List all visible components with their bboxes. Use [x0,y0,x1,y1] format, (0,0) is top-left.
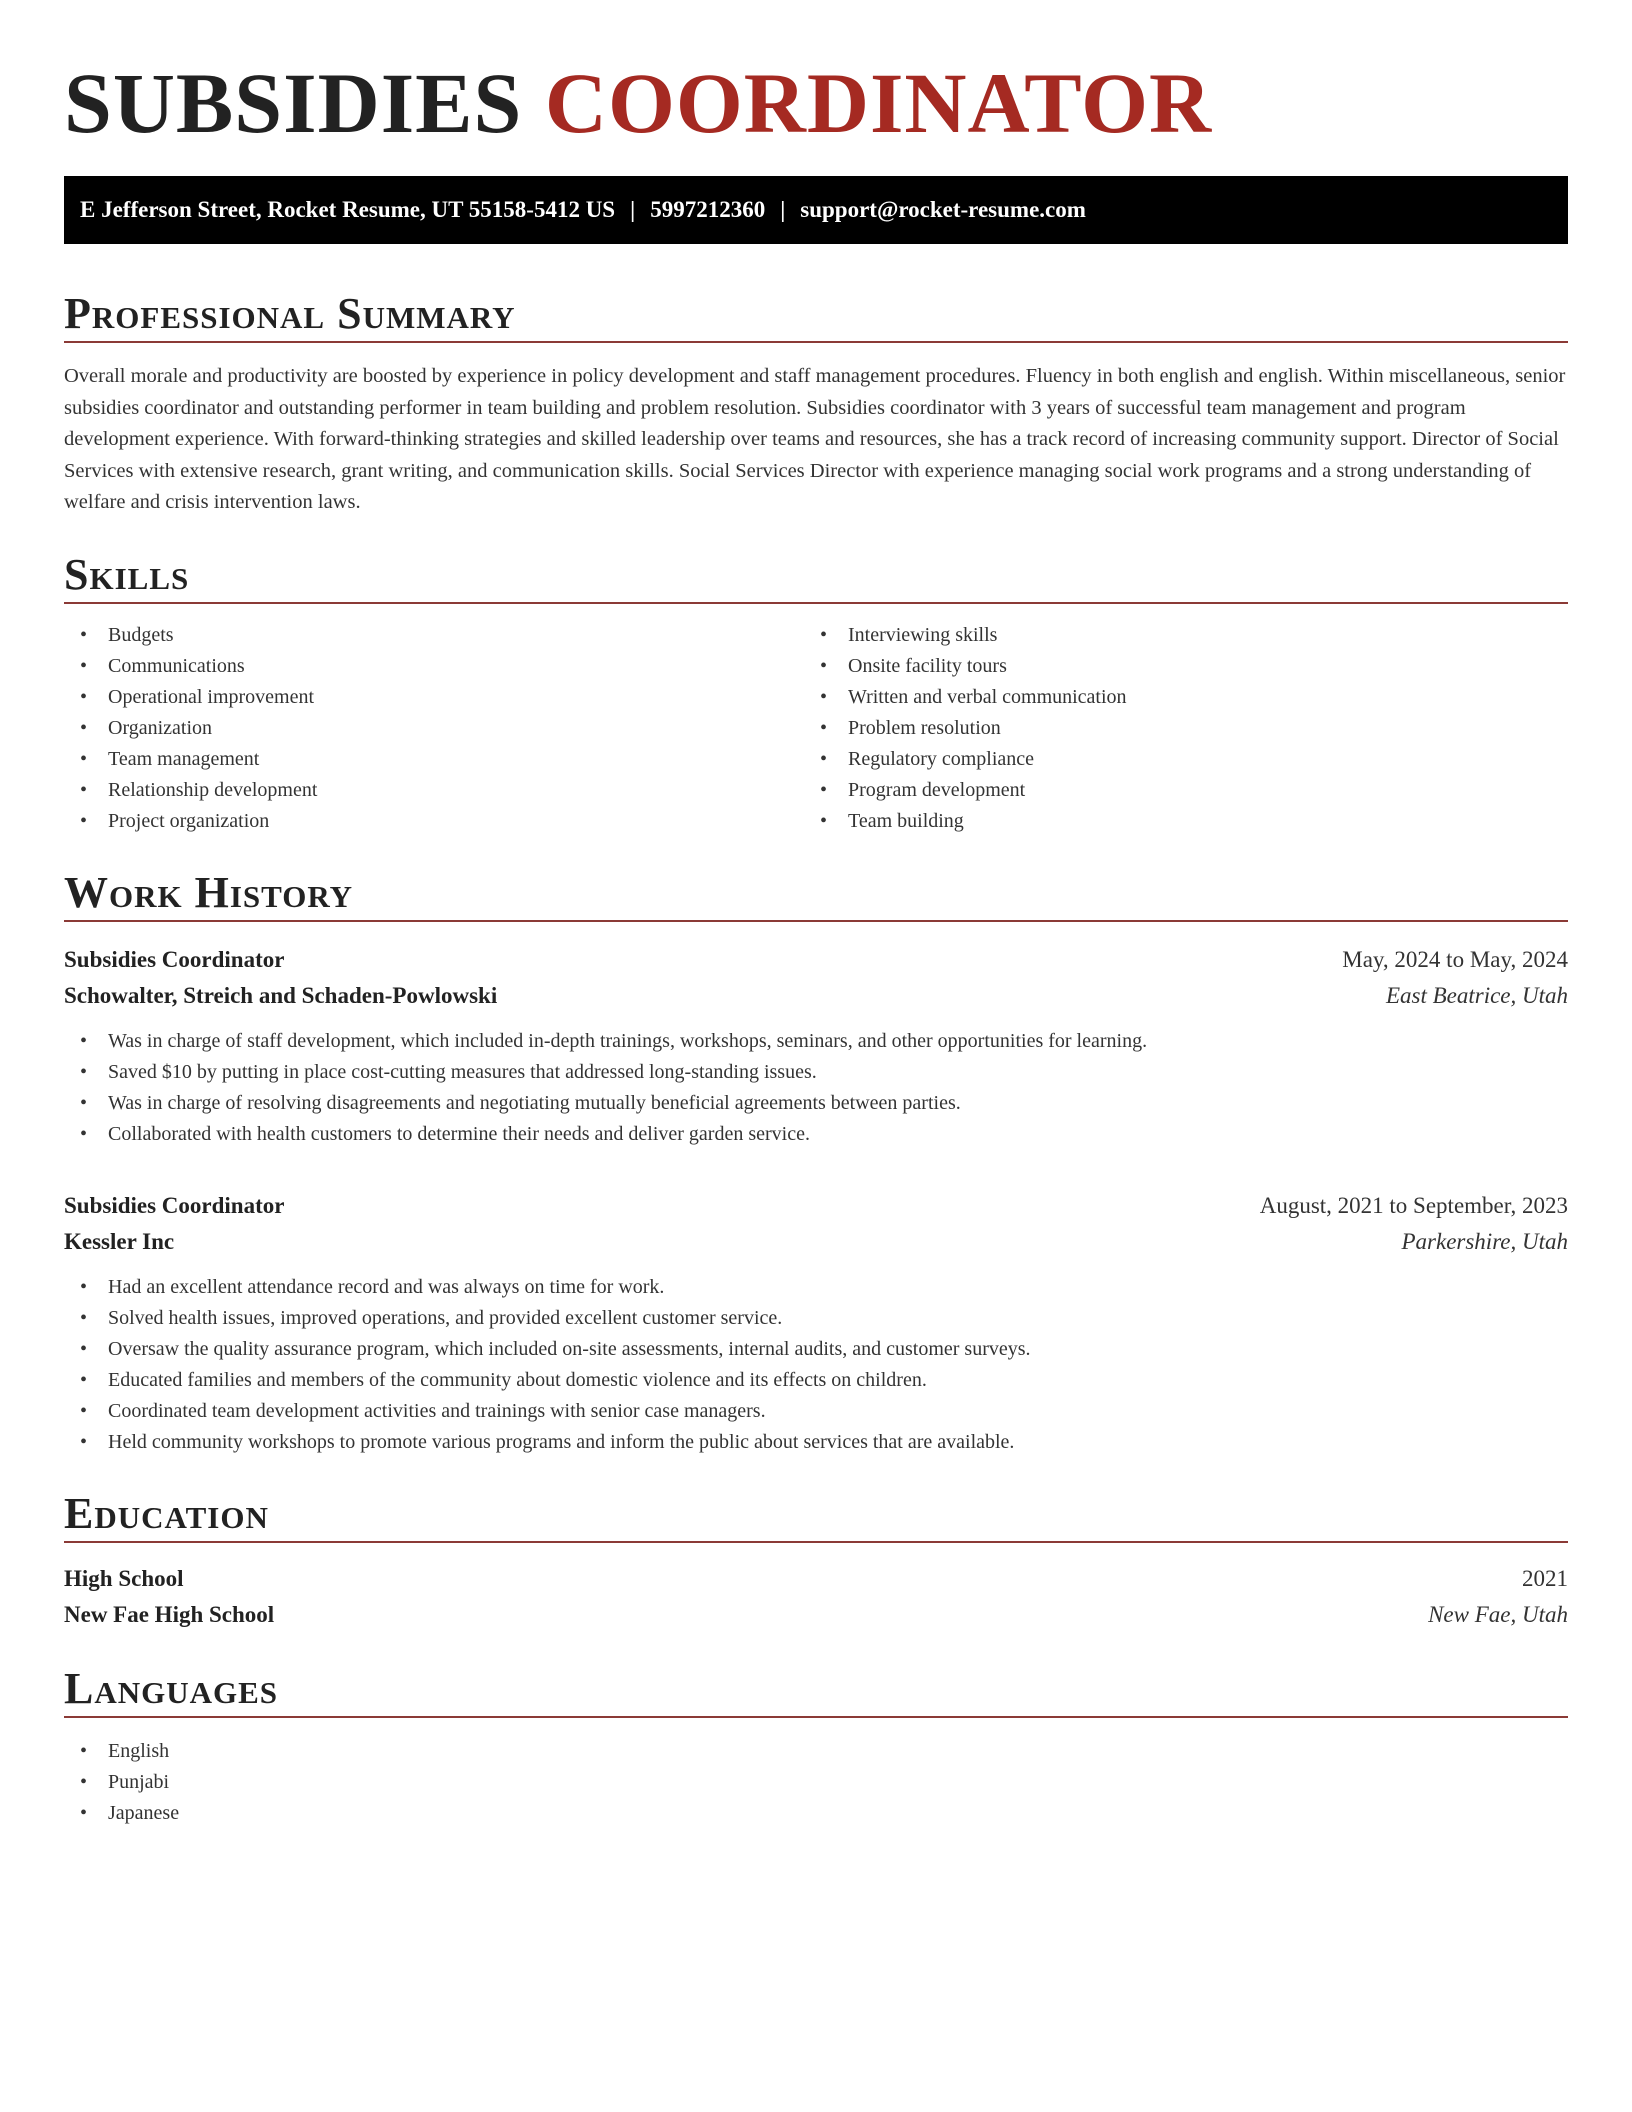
education-degree: High School [64,1565,184,1591]
education-location: New Fae, Utah [1428,1601,1568,1627]
education-entry [64,1561,1568,1633]
skill-item: • Organization [64,713,804,744]
skill-item: • Operational improvement [64,682,804,713]
job-header-row [64,942,1568,978]
job-bullets [64,1272,1568,1458]
job-bullet: • Oversaw the quality assurance program, which included on-site assessments, internal audits, and customer surveys. [64,1334,1568,1365]
education-year: 2021 [1522,1565,1568,1591]
job-title: Subsidies Coordinator [64,946,285,972]
job-bullet: • Coordinated team development activities and trainings with senior case managers. [64,1396,1568,1427]
job-bullet: • Was in charge of staff development, which included in-depth trainings, workshops, seminars, and other opportunities for learning. [64,1026,1568,1057]
contact-address: E Jefferson Street, Rocket Resume, UT 55158-5412 US [80,197,616,222]
job-entry [64,942,1568,1150]
job-company-row [64,1224,1568,1260]
job-bullet: • Collaborated with health customers to determine their needs and deliver garden service. [64,1119,1568,1150]
education-school-row [64,1597,1568,1633]
contact-email: support@rocket-resume.com [800,197,1086,222]
section-title-work-history: Work History [64,865,1568,922]
skills-list-left [64,620,804,837]
skill-item: • Written and verbal communication [804,682,1544,713]
job-bullet: • Held community workshops to promote various programs and inform the public about services that are available. [64,1427,1568,1458]
contact-separator: | [780,197,786,222]
skill-item: • Communications [64,651,804,682]
language-item: • English [64,1736,1568,1767]
job-bullet: • Had an excellent attendance record and was always on time for work. [64,1272,1568,1303]
job-company-row [64,978,1568,1014]
skill-item: • Budgets [64,620,804,651]
skill-item: • Problem resolution [804,713,1544,744]
skill-item: • Onsite facility tours [804,651,1544,682]
language-item: • Japanese [64,1798,1568,1829]
summary-text: Overall morale and productivity are boosted by experience in policy development and staff management procedures. Fluency in both english and english. Within miscellaneous, senior subsidies coordinator and outstanding performer in team building and problem resolution. Subsidies coordinator with 3 years of successful team management and program development experience. With forward-thinking strategies and skilled leadership over teams and resources, she has a track record of increasing community support. Director of Social Services with extensive research, grant writing, and communication skills. Social Services Director with experience managing social work programs and a strong understanding of welfare and crisis intervention laws. [64,365,1566,513]
skill-item: • Relationship development [64,775,804,806]
job-location: Parkershire, Utah [1401,1228,1568,1254]
title-accent-word: COORDINATOR [544,55,1213,151]
job-entry [64,1188,1568,1458]
contact-phone: 5997212360 [650,197,766,222]
title-first-word: SUBSIDIES [64,55,523,151]
job-bullet: • Was in charge of resolving disagreements and negotiating mutually beneficial agreements between parties. [64,1088,1568,1119]
section-title-skills: Skills [64,547,1568,604]
job-bullet: • Educated families and members of the community about domestic violence and its effects on children. [64,1365,1568,1396]
job-company: Schowalter, Streich and Schaden-Powlowski [64,982,498,1008]
language-item: • Punjabi [64,1767,1568,1798]
languages-list [64,1736,1568,1829]
contact-bar [64,176,1568,244]
skill-item: • Interviewing skills [804,620,1544,651]
skill-item: • Team management [64,744,804,775]
job-location: East Beatrice, Utah [1385,982,1568,1008]
skill-item: • Regulatory compliance [804,744,1544,775]
education-header-row [64,1561,1568,1597]
job-company: Kessler Inc [64,1228,175,1254]
page-title [64,0,1568,158]
skills-list-right [804,620,1544,837]
section-title-education: Education [64,1486,1568,1543]
education-school: New Fae High School [64,1601,275,1627]
skill-item: • Project organization [64,806,804,837]
contact-separator: | [630,197,636,222]
job-bullets [64,1026,1568,1150]
job-header-row [64,1188,1568,1224]
skill-item: • Team building [804,806,1544,837]
job-dates: May, 2024 to May, 2024 [1342,946,1568,972]
job-dates: August, 2021 to September, 2023 [1259,1192,1568,1218]
section-title-summary: Professional Summary [64,286,1568,343]
skills-grid [64,620,1568,837]
job-bullet: • Saved $10 by putting in place cost-cutting measures that addressed long-standing issues. [64,1057,1568,1088]
job-bullet: • Solved health issues, improved operations, and provided excellent customer service. [64,1303,1568,1334]
job-title: Subsidies Coordinator [64,1192,285,1218]
section-title-languages: Languages [64,1661,1568,1718]
skill-item: • Program development [804,775,1544,806]
